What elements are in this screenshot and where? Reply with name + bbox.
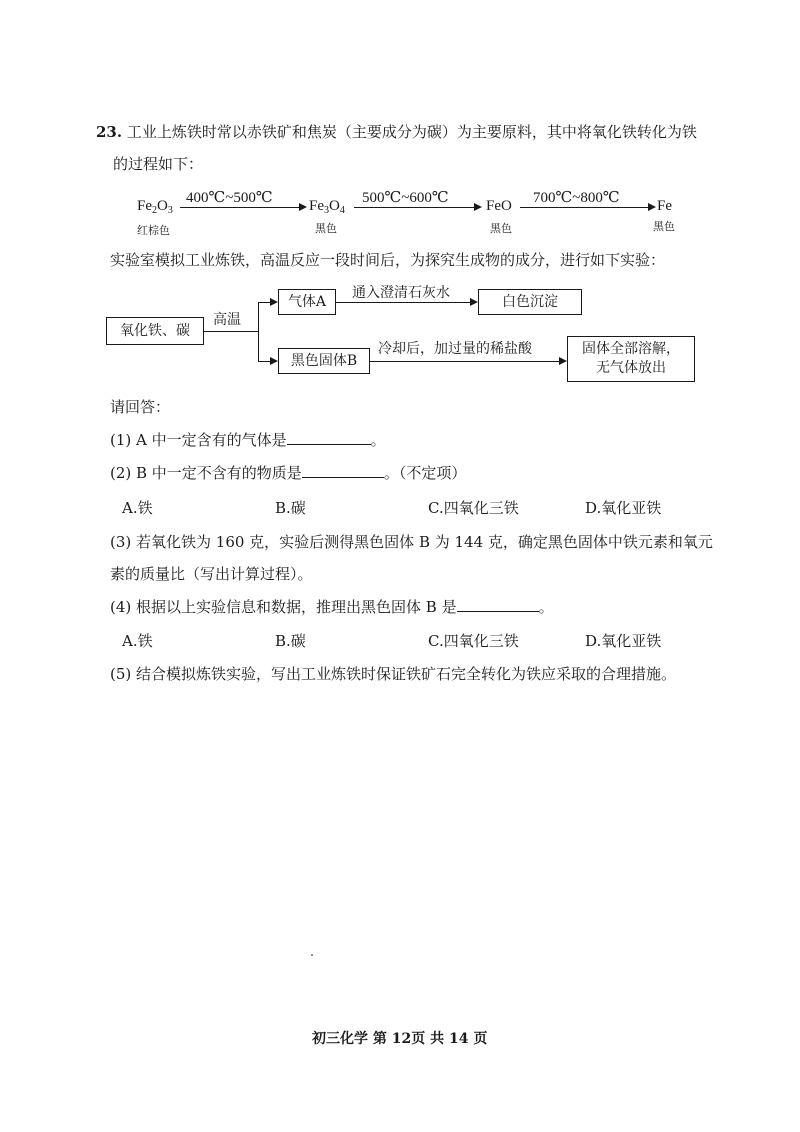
solid-step-arrow [370, 361, 565, 362]
subquestion-3-line1: (3) 若氧化铁为 160 克，实验后测得黑色固体 B 为 144 克，确定黑色固体中铁元素和氧元 [110, 533, 713, 551]
question-intro-text: 工业上炼铁时常以赤铁矿和焦炭（主要成分为碳）为主要原料，其中将氧化铁转化为铁 [126, 123, 697, 141]
subquestion-1-text: (1) A 中一定含有的气体是 [110, 431, 287, 449]
condition-1: 400℃~500℃ [186, 190, 273, 206]
color-note-fe2o3: 红棕色 [137, 224, 170, 237]
dissolved-result-line1: 固体全部溶解， [582, 341, 680, 357]
question-number: 23. [96, 123, 123, 141]
subquestion-3-line2: 素的质量比（写出计算过程）。 [110, 565, 313, 583]
question-intro-line2: 的过程如下： [113, 155, 204, 173]
color-note-feo: 黑色 [490, 222, 512, 235]
condition-3: 700℃~800℃ [533, 190, 620, 206]
solid-step-label: 冷却后，加过量的稀盐酸 [378, 341, 532, 357]
species-feo: FeO [486, 198, 512, 214]
gas-branch-arrow [258, 302, 276, 303]
subquestion-4 [110, 597, 554, 617]
subquestion-4-end: 。 [538, 598, 554, 616]
black-solid-b-box: 黑色固体B [278, 348, 370, 374]
q4-option-d[interactable]: D.氧化亚铁 [585, 632, 662, 650]
question-intro-line1 [96, 122, 697, 142]
species-fe2o3: $Fe_2O_3$ [137, 198, 173, 216]
subquestion-5: (5) 结合模拟炼铁实验，写出工业炼铁时保证铁矿石完全转化为铁应采取的合理措施。 [110, 665, 677, 683]
dissolved-result-line2: 无气体放出 [596, 360, 666, 376]
color-note-fe3o4: 黑色 [315, 222, 337, 235]
q4-option-a[interactable]: A.铁 [122, 632, 153, 650]
answer-blank-1[interactable] [287, 430, 371, 445]
answer-blank-2[interactable] [302, 463, 384, 478]
q2-option-b[interactable]: B.碳 [275, 499, 306, 517]
gas-a-box: 气体A [278, 289, 336, 315]
condition-2: 500℃~600℃ [362, 190, 449, 206]
white-precipitate-box: 白色沉淀 [478, 289, 582, 315]
start-box: 氧化铁、碳 [106, 317, 204, 345]
lab-intro: 实验室模拟工业炼铁，高温反应一段时间后，为探究生成物的成分，进行如下实验： [110, 251, 666, 269]
solid-branch-arrow [258, 361, 276, 362]
page-footer: 初三化学 第 12页 共 14 页 [312, 1031, 488, 1047]
q4-option-c[interactable]: C.四氧化三铁 [428, 632, 519, 650]
branch-connector [258, 302, 259, 361]
subquestion-2 [110, 463, 466, 483]
start-condition: 高温 [213, 312, 241, 328]
answer-blank-4[interactable] [457, 597, 539, 612]
species-fe3o4: $Fe_3O_4$ [309, 198, 345, 216]
subquestion-2-text: (2) B 中一定不含有的物质是 [110, 464, 302, 482]
subquestion-4-text: (4) 根据以上实验信息和数据，推理出黑色固体 B 是 [110, 598, 457, 616]
q2-option-d[interactable]: D.氧化亚铁 [585, 499, 662, 517]
subquestion-1-end: 。 [370, 431, 386, 449]
q2-option-c[interactable]: C.四氧化三铁 [428, 499, 519, 517]
reaction-arrow-2 [354, 207, 480, 208]
q4-option-b[interactable]: B.碳 [275, 632, 306, 650]
subquestion-2-end: 。（不定项） [383, 464, 467, 482]
gas-step-label: 通入澄清石灰水 [352, 285, 450, 301]
species-fe: Fe [657, 198, 672, 214]
start-connector [204, 331, 258, 332]
paper-speck [311, 954, 313, 956]
dissolved-result-box [567, 336, 695, 382]
reaction-arrow-3 [520, 207, 654, 208]
q2-option-a[interactable]: A.铁 [122, 499, 153, 517]
subquestion-1 [110, 430, 386, 450]
gas-step-arrow [336, 302, 476, 303]
answer-prompt: 请回答： [110, 398, 171, 416]
color-note-fe: 黑色 [653, 220, 675, 233]
reaction-arrow-1 [180, 207, 305, 208]
